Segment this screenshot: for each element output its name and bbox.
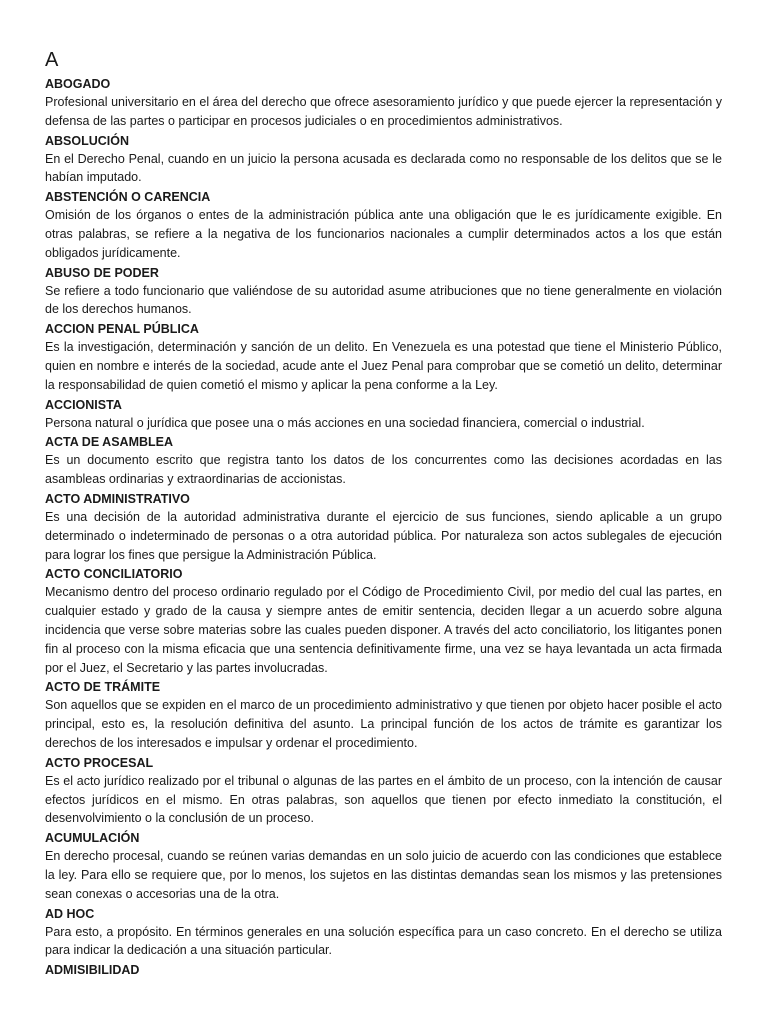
entry-definition: En derecho procesal, cuando se reúnen varias demandas en un solo juicio de acuerdo con las condiciones que establece la ley. Para ello se requiere que, por lo menos, los sujetos en las distintas demandas sean los mismos y las pretensiones sean conexas o accesorias una de la otra. xyxy=(45,849,722,901)
entry-term: ABUSO DE PODER xyxy=(45,265,159,280)
entry-term: ACTO ADMINISTRATIVO xyxy=(45,491,190,506)
entry-term: ACTA DE ASAMBLEA xyxy=(45,435,174,450)
glossary-entry xyxy=(45,74,722,131)
entry-term: ABSTENCIÓN O CARENCIA xyxy=(45,190,211,205)
entry-definition: En el Derecho Penal, cuando en un juicio la persona acusada es declarada como no responsable de los delitos que se le habían imputado. xyxy=(45,151,722,185)
entry-term: ACTO DE TRÁMITE xyxy=(45,680,161,695)
glossary-entry xyxy=(45,187,722,262)
glossary-entry xyxy=(45,131,722,188)
entry-definition: Es una decisión de la autoridad administrativa durante el ejercicio de sus funciones, siendo aplicable a un grupo determinado o indeterminado de personas o a otra autoridad pública. Por naturaleza son actos sublegales de ejecución para lograr los fines que persigue la Administración Pública. xyxy=(45,509,722,562)
entry-definition: Es un documento escrito que registra tanto los datos de los concurrentes como las decisiones acordadas en las asambleas ordinarias y extraordinarias de accionistas. xyxy=(45,453,722,487)
entry-term: ABSOLUCIÓN xyxy=(45,133,130,148)
entry-term: ACCIONISTA xyxy=(45,397,122,412)
entry-definition: Mecanismo dentro del proceso ordinario regulado por el Código de Procedimiento Civil, por medio del cual las partes, en cualquier estado y grado de la causa y siempre antes de emitir sentencia, deciden llegar a un acuerdo sobre alguna incidencia que verse sobre materias sobre las cuales pueden disponer. A través del acto conciliatorio, los litigantes ponen fin al proceso con la misma eficacia que una sentencia definitivamente firme, una vez se haya levantada un acta firmada por el Juez, el Secretario y las partes involucradas. xyxy=(45,585,722,675)
glossary-entry xyxy=(45,432,722,489)
glossary-entry xyxy=(45,489,722,564)
entry-definition: Persona natural o jurídica que posee una o más acciones en una sociedad financiera, comercial o industrial. xyxy=(45,415,645,430)
glossary-entry xyxy=(45,319,722,394)
glossary-entry xyxy=(45,904,722,961)
entry-definition: Omisión de los órganos o entes de la administración pública ante una obligación que le es jurídicamente exigible. En otras palabras, se refiere a la negativa de los funcionarios nacionales a cumplir determinados actos a los que están obligados jurídicamente. xyxy=(45,208,722,260)
section-letter: A xyxy=(45,49,59,71)
entry-term: ACTO PROCESAL xyxy=(45,755,154,770)
entry-term: ACUMULACIÓN xyxy=(45,831,140,846)
glossary-entry xyxy=(45,564,722,677)
entry-definition: Para esto, a propósito. En términos generales en una solución específica para un caso concreto. En el derecho se utiliza para indicar la dedicación a una situación particular. xyxy=(45,924,722,958)
glossary-entry xyxy=(45,263,722,320)
entry-definition: Es el acto jurídico realizado por el tribunal o algunas de las partes en el ámbito de un proceso, con la intención de causar efectos jurídicos en el mismo. En otras palabras, son aquellos que tienen por efecto inmediato la constitución, el desenvolvimiento o la conclusión de un proceso. xyxy=(45,773,722,826)
glossary-entry xyxy=(45,960,722,979)
entry-term: ACTO CONCILIATORIO xyxy=(45,567,183,582)
entry-definition: Profesional universitario en el área del derecho que ofrece asesoramiento jurídico y que puede ejercer la representación y defensa de las partes o participar en procesos judiciales o en procedimientos administrativos. xyxy=(45,95,722,128)
glossary-entry xyxy=(45,677,722,752)
entry-definition: Se refiere a todo funcionario que valiéndose de su autoridad asume atribuciones que no tiene generalmente en violación de los derechos humanos. xyxy=(45,283,722,317)
glossary-entry xyxy=(45,395,722,433)
entry-definition: Es la investigación, determinación y sanción de un delito. En Venezuela es una potestad que tiene el Ministerio Público, quien en nombre e interés de la sociedad, acude ante el Juez Penal para comprobar que se cometió un delito, determinar la responsabilidad de quien cometió el mismo y aplicar la pena conforme a la Ley. xyxy=(45,340,722,392)
glossary-entry xyxy=(45,753,722,828)
entry-term: ADMISIBILIDAD xyxy=(45,963,140,978)
glossary-entry xyxy=(45,828,722,903)
entry-definition: Son aquellos que se expiden en el marco de un procedimiento administrativo y que tienen por objeto hacer posible el acto principal, esto es, la resolución definitiva del asunto. La principal función de los actos de trámite es garantizar los derechos de los interesados e impulsar y ordenar el procedimiento. xyxy=(45,698,722,750)
glossary-entries xyxy=(45,74,722,979)
entry-term: AD HOC xyxy=(45,906,95,921)
entry-term: ACCION PENAL PÚBLICA xyxy=(45,322,199,337)
entry-term: ABOGADO xyxy=(45,77,111,91)
